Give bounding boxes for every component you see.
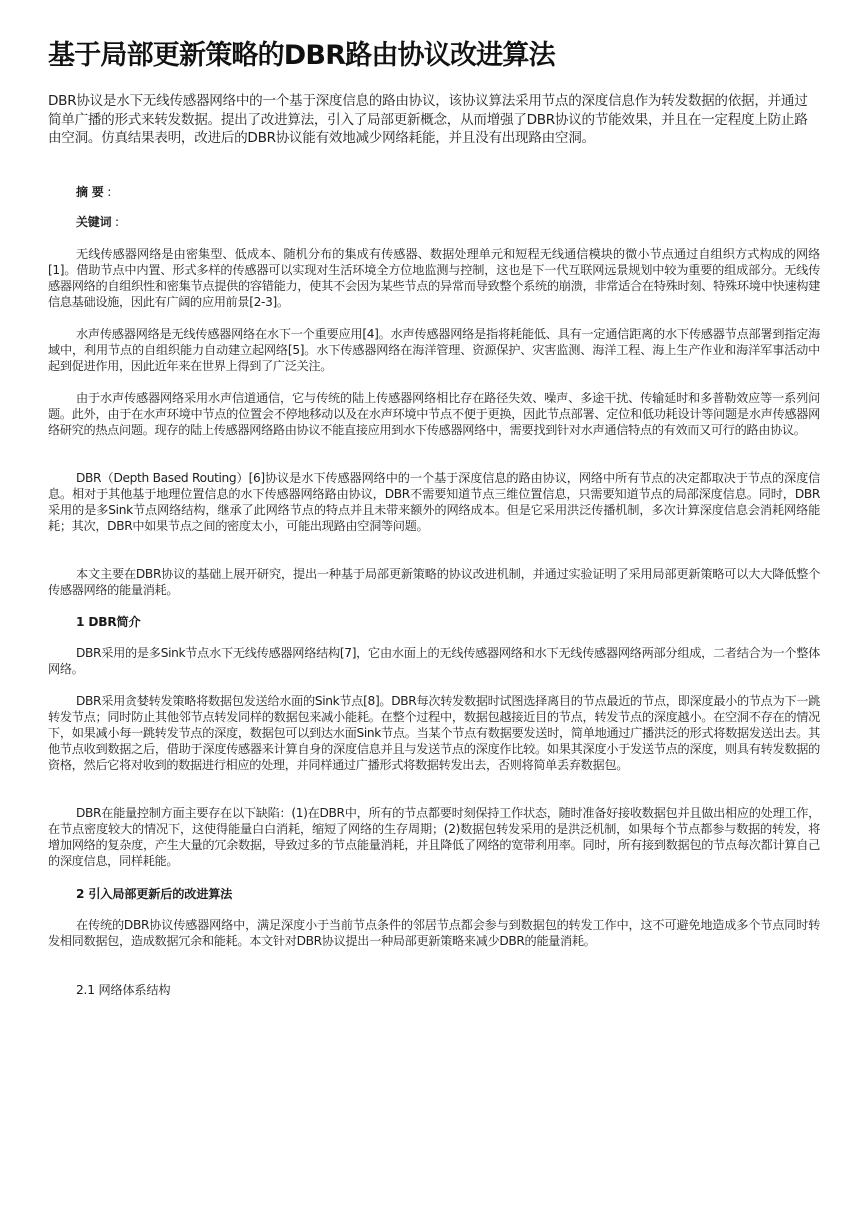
body-paragraph-2: 水声传感器网络是无线传感器网络在水下一个重要应用[4]。水声传感器网络是指将耗能低、具有一定通信距离的水下传感器节点部署到指定海域中，利用节点的自组织能力自动建立起网络[5]。水下传感器网络在海洋管理、资源保护、灾害监测、海洋工程、海上生产作业和海洋军事活动中起到促进作用，因此近年来在世界上得到了广泛关注。: [48, 327, 820, 373]
body-paragraph-6: DBR采用的是多Sink节点水下无线传感器网络结构[7]，它由水面上的无线传感器网络和水下无线传感器网络两部分组成，二者结合为一个整体网络。: [48, 646, 820, 676]
section-heading-1: 1 DBR简介: [76, 615, 141, 629]
summary-value: :: [107, 185, 112, 199]
subsection-heading-2-1: 2.1 网络体系结构: [76, 983, 171, 997]
body-paragraph-4: DBR（Depth Based Routing）[6]协议是水下传感器网络中的一个基于深度信息的路由协议，网络中所有节点的决定都取决于节点的深度信息。相对于其他基于地理位置信息的水下传感器网络路由协议，DBR不需要知道节点三维位置信息，只需要知道节点的局部深度信息。同时，DBR采用的是多Sink节点网络结构，继承了此网络节点的特点并且未带来额外的网络成本。但是它采用洪泛传播机制，多次计算深度信息会消耗网络能耗；其次，DBR中如果节点之间的密度太小，可能出现路由空洞等问题。: [48, 471, 820, 533]
body-paragraph-3: 由于水声传感器网络采用水声信道通信，它与传统的陆上传感器网络相比存在路径失效、噪声、多途干扰、传输延时和多普勒效应等一系列问题。此外，由于在水声环境中节点的位置会不停地移动以及在水声环境中节点不便于更换，因此节点部署、定位和低功耗设计等问题是水声传感器网络研究的热点问题。现存的陆上传感器网络路由协议不能直接应用到水下传感器网络中，需要找到针对水声通信特点的有效而又可行的路由协议。: [48, 391, 820, 437]
article-title: 基于局部更新策略的DBR路由协议改进算法: [48, 40, 555, 71]
section-heading-2: 2 引入局部更新后的改进算法: [76, 887, 233, 901]
body-paragraph-8: DBR在能量控制方面主要存在以下缺陷：(1)在DBR中，所有的节点都要时刻保持工作状态，随时准备好接收数据包并且做出相应的处理工作，在节点密度较大的情况下，这使得能量白白消耗，缩短了网络的生存周期；(2)数据包转发采用的是洪泛机制，如果每个节点都参与数据的转发，将增加网络的复杂度，产生大量的冗余数据，导致过多的节点能量消耗，并且降低了网络的宽带利用率。同时，所有接到数据包的节点每次都计算自己的深度信息，同样耗能。: [48, 806, 820, 868]
keywords-value: :: [115, 215, 119, 229]
keywords-label: 关键词: [76, 215, 112, 229]
body-paragraph-9: 在传统的DBR协议传感器网络中，满足深度小于当前节点条件的邻居节点都会参与到数据包的转发工作中，这不可避免地造成多个节点同时转发相同数据包，造成数据冗余和能耗。本文针对DBR协议提出一种局部更新策略来减少DBR的能量消耗。: [48, 918, 820, 948]
keywords-line: [76, 214, 119, 230]
body-paragraph-5: 本文主要在DBR协议的基础上展开研究，提出一种基于局部更新策略的协议改进机制，并通过实验证明了采用局部更新策略可以大大降低整个传感器网络的能量消耗。: [48, 567, 820, 597]
body-paragraph-1: 无线传感器网络是由密集型、低成本、随机分布的集成有传感器、数据处理单元和短程无线通信模块的微小节点通过自组织方式构成的网络[1]。借助节点中内置、形式多样的传感器可以实现对生活环境全方位地监测与控制，这也是下一代互联网远景规划中较为重要的组成部分。无线传感器网络的自组织性和密集节点提供的容错能力，使其不会因为某些节点的异常而导致整个系统的崩溃，非常适合在特殊时刻、特殊环境中快速构建信息基础设施，因此有广阔的应用前景[2-3]。: [48, 247, 820, 309]
body-paragraph-7: DBR采用贪婪转发策略将数据包发送给水面的Sink节点[8]。DBR每次转发数据时试图选择离目的节点最近的节点，即深度最小的节点为下一跳转发节点；同时防止其他邻节点转发同样的数据包来减小能耗。在整个过程中，数据包越接近目的节点，转发节点的深度越小。在空洞不存在的情况下，如果减小每一跳转发节点的深度，数据包可以到达水面Sink节点。当某个节点有数据要发送时，简单地通过广播洪泛的形式将数据发送出去。其他节点收到数据之后，借助于深度传感器来计算自身的深度信息并且与发送节点的深度作比较。如果其深度小于发送节点的深度，则具有转发数据的资格，然后它将对收到的数据进行相应的处理，并同样通过广播形式将数据转发出去，否则将简单丢弃数据包。: [48, 694, 820, 772]
summary-label: 摘 要: [76, 185, 104, 199]
abstract-paragraph: DBR协议是水下无线传感器网络中的一个基于深度信息的路由协议，该协议算法采用节点的深度信息作为转发数据的依据，并通过简单广播的形式来转发数据。提出了改进算法，引入了局部更新概念，从而增强了DBR协议的节能效果，并且在一定程度上防止路由空洞。仿真结果表明，改进后的DBR协议能有效地减少网络耗能，并且没有出现路由空洞。: [48, 93, 808, 146]
summary-line: [76, 184, 111, 200]
